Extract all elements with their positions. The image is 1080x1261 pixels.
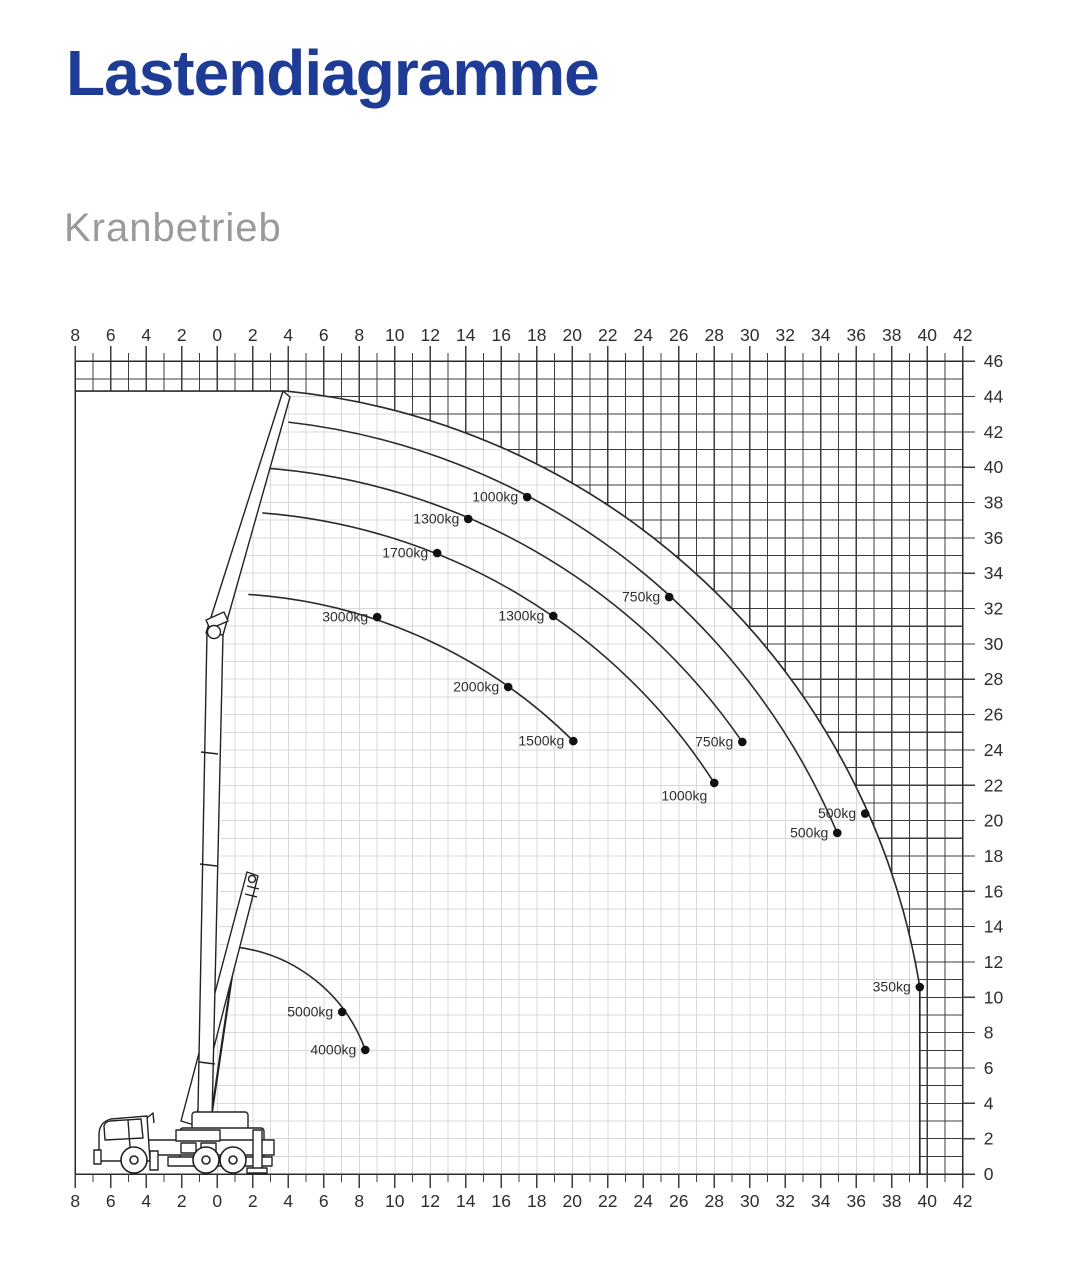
y-axis-label: 38 bbox=[983, 492, 1004, 513]
x-axis-label-top: 4 bbox=[141, 325, 152, 345]
x-axis-label-bottom: 6 bbox=[105, 1191, 116, 1211]
x-axis-label-top: 28 bbox=[704, 325, 724, 345]
section-subtitle: Kranbetrieb bbox=[64, 206, 282, 250]
y-axis-label: 42 bbox=[983, 421, 1004, 442]
capacity-dot bbox=[464, 515, 473, 524]
y-axis-label: 14 bbox=[983, 916, 1004, 937]
y-axis-label: 6 bbox=[983, 1057, 994, 1078]
capacity-label: 1500kg bbox=[518, 732, 565, 749]
capacity-label: 500kg bbox=[790, 824, 829, 841]
x-axis-label-top: 4 bbox=[283, 325, 294, 345]
x-axis-label-bottom: 10 bbox=[385, 1191, 405, 1211]
capacity-label: 1300kg bbox=[498, 607, 545, 624]
capacity-label: 4000kg bbox=[310, 1041, 357, 1058]
x-axis-label-bottom: 18 bbox=[527, 1191, 547, 1211]
x-axis-label-bottom: 4 bbox=[283, 1191, 294, 1211]
capacity-label: 500kg bbox=[817, 805, 857, 822]
capacity-curve bbox=[265, 468, 742, 742]
x-axis-label-top: 0 bbox=[212, 325, 223, 345]
y-axis-label: 2 bbox=[983, 1128, 994, 1149]
x-axis-label-top: 24 bbox=[633, 325, 653, 345]
capacity-dot bbox=[915, 983, 924, 992]
y-axis-label: 32 bbox=[983, 598, 1004, 619]
capacity-dot bbox=[338, 1008, 347, 1017]
capacity-dot bbox=[738, 738, 747, 747]
capacity-curve bbox=[288, 422, 837, 833]
capacity-labels bbox=[287, 489, 911, 1058]
crane-truck-illustration bbox=[94, 391, 290, 1173]
y-axis-label: 20 bbox=[983, 810, 1004, 831]
y-axis-label: 36 bbox=[983, 527, 1004, 548]
x-axis-label-top: 8 bbox=[354, 325, 365, 345]
x-axis-label-top: 2 bbox=[247, 325, 258, 345]
x-axis-label-top: 26 bbox=[669, 325, 689, 345]
y-axis-label: 16 bbox=[983, 881, 1004, 902]
x-axis-label-top: 38 bbox=[882, 325, 902, 345]
x-axis-label-top: 14 bbox=[456, 325, 476, 345]
capacity-label: 1700kg bbox=[382, 544, 429, 561]
x-axis-label-bottom: 6 bbox=[318, 1191, 329, 1211]
capacity-label: 350kg bbox=[872, 978, 911, 995]
y-axis-label: 22 bbox=[983, 775, 1004, 796]
x-axis-label-bottom: 4 bbox=[141, 1191, 152, 1211]
x-axis-label-bottom: 42 bbox=[953, 1191, 973, 1211]
x-axis-label-bottom: 20 bbox=[562, 1191, 582, 1211]
capacity-label: 1300kg bbox=[413, 510, 460, 527]
x-axis-label-top: 22 bbox=[598, 325, 618, 345]
x-axis-label-bottom: 40 bbox=[917, 1191, 937, 1211]
capacity-label: 3000kg bbox=[322, 608, 369, 625]
x-axis-label-top: 42 bbox=[953, 325, 973, 345]
y-axis-label: 0 bbox=[983, 1164, 994, 1184]
x-axis-label-top: 6 bbox=[318, 325, 329, 345]
x-axis-label-bottom: 22 bbox=[598, 1191, 618, 1211]
y-axis-label: 26 bbox=[983, 704, 1004, 725]
y-axis-label: 34 bbox=[983, 563, 1004, 584]
capacity-dot bbox=[549, 612, 558, 621]
y-axis-label: 46 bbox=[983, 351, 1004, 372]
x-axis-label-bottom: 16 bbox=[491, 1191, 511, 1211]
y-axis-label: 4 bbox=[983, 1093, 994, 1114]
x-axis-label-bottom: 8 bbox=[70, 1191, 81, 1211]
y-axis-label: 40 bbox=[983, 457, 1004, 478]
y-axis-label: 44 bbox=[983, 386, 1004, 407]
x-axis-label-bottom: 24 bbox=[633, 1191, 653, 1211]
x-axis-label-top: 30 bbox=[740, 325, 760, 345]
x-axis-label-bottom: 14 bbox=[456, 1191, 476, 1211]
capacity-label: 1000kg bbox=[472, 488, 519, 505]
y-axis-label: 30 bbox=[983, 633, 1004, 654]
y-axis-label: 10 bbox=[983, 987, 1004, 1008]
x-axis-label-top: 10 bbox=[385, 325, 405, 345]
x-axis-label-bottom: 30 bbox=[740, 1191, 760, 1211]
crane-main-boom bbox=[197, 391, 290, 1163]
x-axis-label-bottom: 0 bbox=[212, 1191, 223, 1211]
capacity-dot bbox=[665, 593, 674, 602]
y-axis-label: 28 bbox=[983, 669, 1004, 690]
capacity-curve bbox=[262, 513, 714, 783]
crane-jib-arm bbox=[181, 872, 259, 1132]
x-axis-label-bottom: 38 bbox=[882, 1191, 902, 1211]
y-axis-label: 8 bbox=[983, 1022, 994, 1043]
capacity-dots bbox=[338, 493, 924, 1054]
capacity-dot bbox=[861, 809, 870, 818]
x-axis-label-top: 34 bbox=[811, 325, 831, 345]
capacity-dot bbox=[373, 613, 382, 622]
x-axis-label-top: 12 bbox=[420, 325, 440, 345]
x-axis-label-top: 2 bbox=[176, 325, 187, 345]
page-title: Lastendiagramme bbox=[66, 37, 599, 109]
x-axis-label-bottom: 2 bbox=[176, 1191, 187, 1211]
x-axis-label-bottom: 32 bbox=[775, 1191, 795, 1211]
x-axis-label-bottom: 34 bbox=[811, 1191, 831, 1211]
capacity-label: 750kg bbox=[622, 588, 661, 605]
capacity-label: 750kg bbox=[695, 733, 734, 750]
capacity-dot bbox=[710, 779, 719, 788]
x-axis-label-top: 16 bbox=[491, 325, 511, 345]
capacity-label: 2000kg bbox=[453, 678, 500, 695]
x-axis-label-top: 40 bbox=[917, 325, 937, 345]
x-axis-label-top: 18 bbox=[527, 325, 547, 345]
capacity-label: 1000kg bbox=[661, 787, 708, 804]
x-axis-label-top: 20 bbox=[562, 325, 582, 345]
x-axis-label-top: 8 bbox=[70, 325, 81, 345]
x-axis-label-top: 32 bbox=[775, 325, 795, 345]
x-axis-label-top: 6 bbox=[105, 325, 116, 345]
y-axis-label: 18 bbox=[983, 845, 1004, 866]
x-axis-label-bottom: 28 bbox=[704, 1191, 724, 1211]
x-axis-label-bottom: 2 bbox=[247, 1191, 258, 1211]
y-axis-label: 12 bbox=[983, 951, 1004, 972]
capacity-dot bbox=[523, 493, 532, 502]
x-axis-label-bottom: 8 bbox=[354, 1191, 365, 1211]
capacity-label: 5000kg bbox=[287, 1003, 334, 1020]
x-axis-label-bottom: 26 bbox=[669, 1191, 689, 1211]
capacity-dot bbox=[433, 549, 442, 558]
capacity-dot bbox=[504, 683, 513, 692]
capacity-dot bbox=[361, 1046, 370, 1055]
x-axis-label-bottom: 12 bbox=[420, 1191, 440, 1211]
x-axis-label-top: 36 bbox=[846, 325, 866, 345]
capacity-dot bbox=[833, 829, 842, 838]
capacity-dot bbox=[569, 737, 578, 746]
x-axis-label-bottom: 36 bbox=[846, 1191, 866, 1211]
y-axis-label: 24 bbox=[983, 739, 1004, 760]
